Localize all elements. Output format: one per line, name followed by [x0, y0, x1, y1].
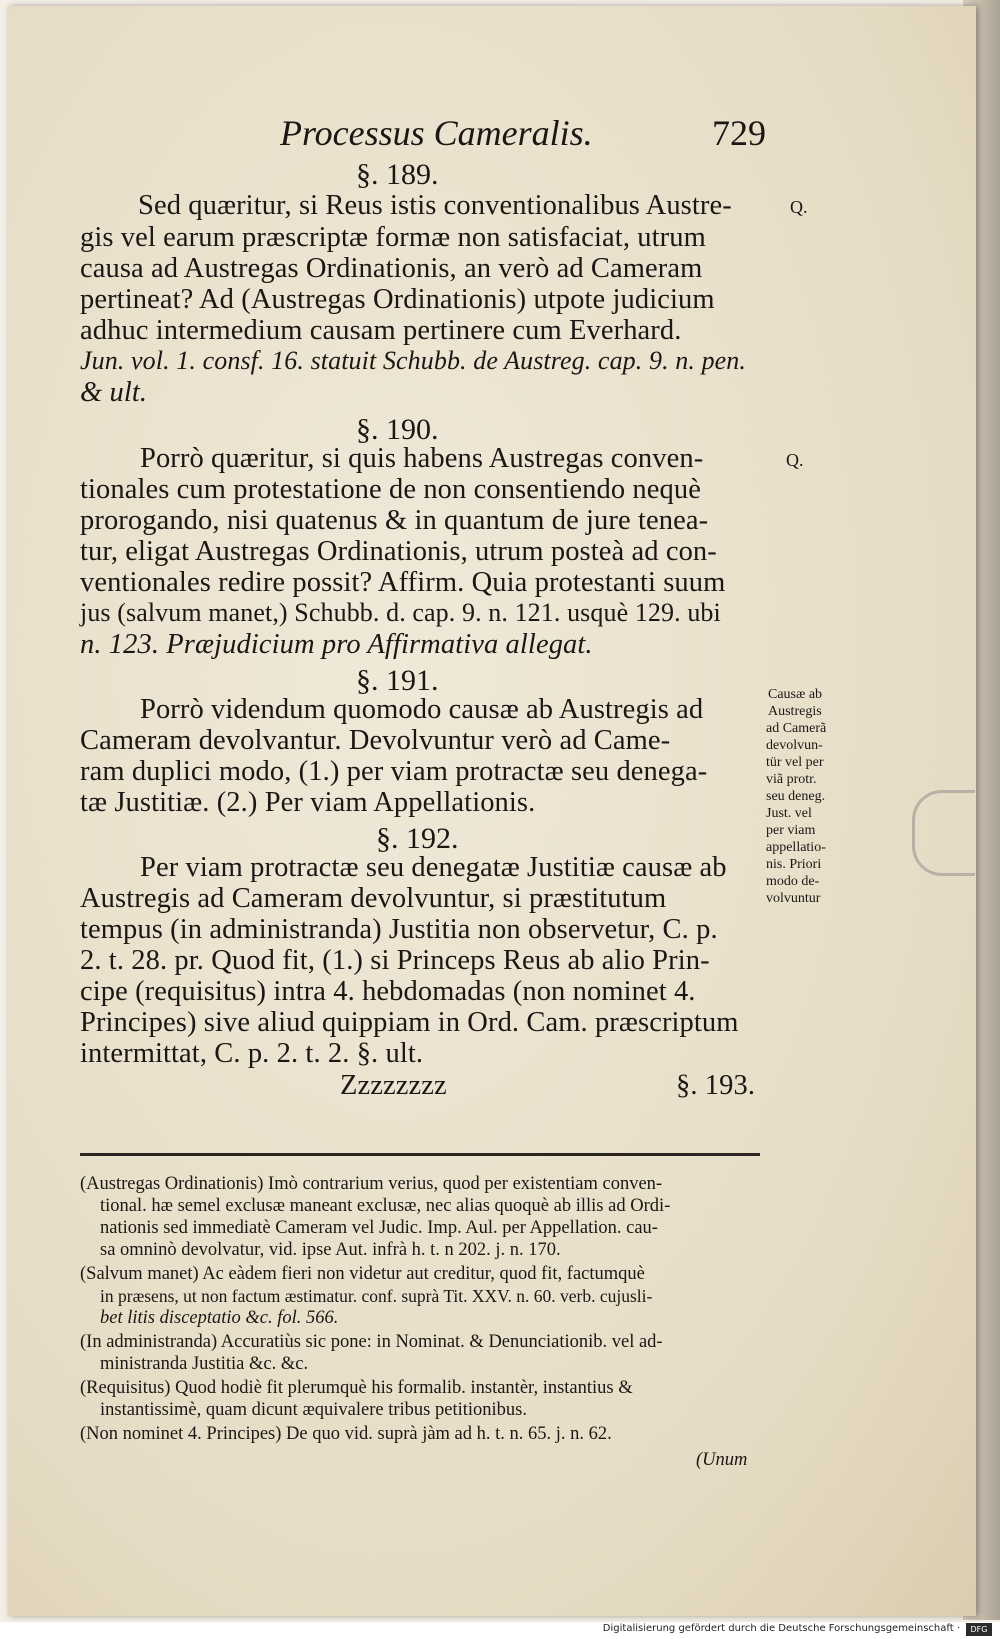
text-line: Porrò quæritur, si quis habens Austregas conven- [140, 443, 704, 474]
text-line: Sed quæritur, si Reus istis conventionalibus Austre- [138, 190, 732, 221]
sidenote-line: appellatio- [766, 840, 826, 855]
text-line: Austregis ad Cameram devolvuntur, si præstitutum [80, 883, 667, 914]
text-line: n. 123. Præjudicium pro Affirmativa allegat. [80, 629, 593, 660]
footnote-line: instantissimè, quam dicunt æquivalere tribus petitionibus. [100, 1400, 527, 1420]
footnote-line: (Requisitus) Quod hodiè fit plerumquè his formalib. instantèr, instantius & [80, 1378, 633, 1398]
digitization-credit: Digitalisierung gefördert durch die Deutsche Forschungsgemeinschaft · [602, 1623, 960, 1634]
signature-mark: Zzzzzzzz [340, 1070, 447, 1101]
footnote-line: bet litis disceptatio &c. fol. 566. [100, 1308, 339, 1328]
sidenote-line: ad Camerã [766, 721, 827, 736]
footnote-line: (Non nominet 4. Principes) De quo vid. suprà jàm ad h. t. n. 65. j. n. 62. [80, 1424, 612, 1444]
text-line: tæ Justitiæ. (2.) Per viam Appellationis. [80, 787, 536, 818]
text-line: prorogando, nisi quatenus & in quantum de jure tenea- [80, 505, 709, 536]
text-line: Per viam protractæ seu denegatæ Justitiæ causæ ab [140, 852, 727, 883]
text-line: tionales cum protestatione de non consentiendo nequè [80, 474, 701, 505]
text-line: jus (salvum manet,) Schubb. d. cap. 9. n. 121. usquè 129. ubi [80, 598, 721, 627]
text-line: Porrò videndum quomodo causæ ab Austregis ad [140, 694, 704, 725]
sidenote-line: nis. Priori [766, 857, 822, 872]
section-heading: §. 189. [356, 158, 439, 191]
text-line: tur, eligat Austregas Ordinationis, utrum posteà ad con- [80, 536, 717, 567]
sidenote-line: seu deneg. [766, 789, 826, 804]
running-title: Processus Cameralis. [280, 113, 593, 153]
footnote-line: (In administranda) Accuratiùs sic pone: in Nominat. & Denunciationib. vel ad- [80, 1332, 663, 1352]
section-heading: §. 192. [376, 822, 459, 855]
text-line: gis vel earum præscriptæ formæ non satisfaciat, utrum [80, 222, 706, 253]
page-number: 729 [712, 113, 766, 153]
dfg-logo-icon: DFG [966, 1623, 992, 1636]
text-line: pertineat? Ad (Austregas Ordinationis) utpote judicium [80, 284, 715, 315]
sidenote-line: Causæ ab [768, 687, 823, 702]
text-line: cipe (requisitus) intra 4. hebdomadas (non nominet 4. [80, 976, 696, 1007]
text-line: Jun. vol. 1. consf. 16. statuit Schubb. de Austreg. cap. 9. n. pen. [80, 346, 747, 375]
page-clip [912, 790, 975, 876]
text-line: causa ad Austregas Ordinationis, an verò ad Cameram [80, 253, 703, 284]
text-line: Principes) sive aliud quippiam in Ord. Cam. præscriptum [80, 1007, 739, 1038]
text-line: adhuc intermedium causam pertinere cum Everhard. [80, 315, 682, 346]
text-line: intermittat, C. p. 2. t. 2. §. ult. [80, 1038, 424, 1069]
sidenote-line: Just. vel [766, 806, 812, 821]
footnote-line: in præsens, ut non factum æstimatur. conf. suprà Tit. XXV. n. 60. verb. cujusli- [100, 1286, 653, 1306]
text-line: 2. t. 28. pr. Quod fit, (1.) si Princeps Reus ab alio Prin- [80, 945, 710, 976]
footnote-line: ministranda Justitia &c. &c. [100, 1354, 309, 1374]
footnote-rule [80, 1153, 760, 1156]
footnote-catchword: (Unum [696, 1450, 748, 1470]
catchword: §. 193. [676, 1070, 756, 1101]
footnote-line: nationis sed immediatè Cameram vel Judic. Imp. Aul. per Appellation. cau- [100, 1218, 658, 1238]
footnote-line: sa omninò devolvatur, vid. ipse Aut. infrà h. t. n 202. j. n. 170. [100, 1240, 561, 1260]
sidenote-line: per viam [766, 823, 816, 838]
text-line: tempus (in administranda) Justitia non observetur, C. p. [80, 914, 718, 945]
footnote-line: (Salvum manet) Ac eàdem fieri non videtur aut creditur, quod fit, factumquè [80, 1264, 645, 1284]
section-heading: §. 191. [356, 664, 439, 697]
sidenote-line: volvuntur [766, 891, 821, 906]
margin-query-mark: Q. [790, 197, 808, 217]
section-heading: §. 190. [356, 413, 439, 446]
text-line: & ult. [80, 377, 148, 408]
sidenote-line: tür vel per [766, 755, 824, 770]
footnote-line: tional. hæ semel exclusæ maneant exclusæ, nec alias quoquè ab illis ad Ordi- [100, 1196, 671, 1216]
footnote-line: (Austregas Ordinationis) Imò contrarium verius, quod per existentiam conven- [80, 1174, 663, 1194]
sidenote-line: viã protr. [766, 772, 817, 787]
text-line: Cameram devolvantur. Devolvuntur verò ad Came- [80, 725, 671, 756]
text-line: ram duplici modo, (1.) per viam protractæ seu denega- [80, 756, 708, 787]
sidenote-line: modo de- [766, 874, 820, 889]
text-line: ventionales redire possit? Affirm. Quia protestanti suum [80, 567, 726, 598]
sidenote-line: Austregis [768, 704, 822, 719]
sidenote-line: devolvun- [766, 738, 823, 753]
margin-query-mark: Q. [786, 450, 804, 470]
